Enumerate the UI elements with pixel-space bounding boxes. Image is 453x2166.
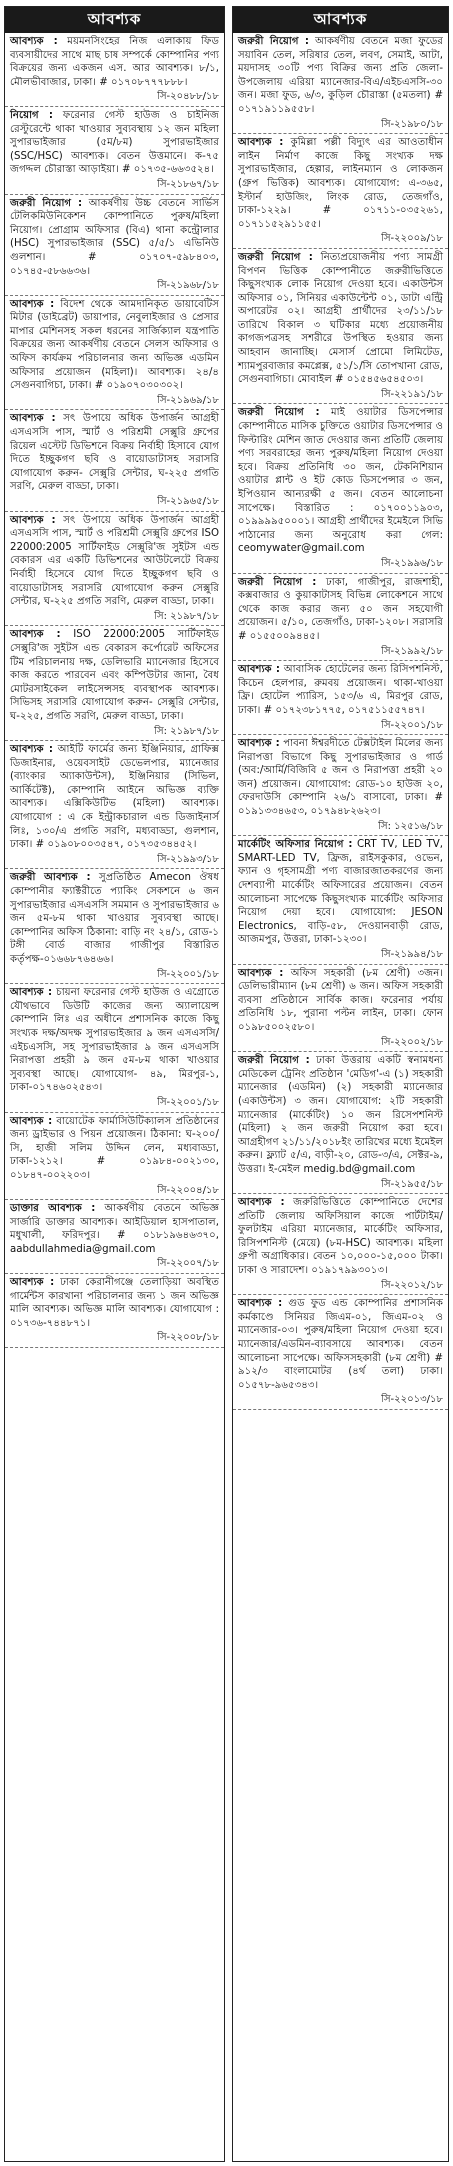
ad-body: বায়োটেক ফার্মাসিউটিক্যালস প্রতিষ্ঠানের জন্য ড্রাইভার ও পিয়ন প্রয়োজন। ঠিকানা: ঘ-২০০/সি, হাজী সলিম উদ্দিন লেন, মধ্যবাড্ডা, ঢাকা-১২১২। # ০১৯৮৪-০০২১৩০, ০১৮৪৭-০০২২০৩। (10, 1115, 219, 1181)
ad-code: সি-২১৯৯২/১৮ (381, 645, 443, 657)
ad-text (10, 197, 219, 279)
ad-text (10, 628, 219, 723)
ad-body: ঢাকা উত্তরায় একটি স্বনামধন্য মেডিকেল ট্রেনিং প্রতিষ্ঠান 'মেডিগ'-এ (১) সহকারী ম্যানেজার (এডমিন) (২) সহকারী ম্যানেজার (একাউন্টস) ৩ জন। যোগাযোগ: ২টি সহকারী ম্যানেজার (মার্কেটিং) ১০ জন রিসেপশনিস্ট (মহিলা) ২ জন জরুরী নিয়োগ করা হবে। আগ্রহীগণ ২১/১১/২০১৮ইং তারিখের মধ্যে ইমেইল করুন। ফ্ল্যাট ৫/এ, বাড়ী-২০, রোড-৩/এ, সেক্টর-৯, উত্তরা। ই-মেইল medig.bd@gmail.com (238, 1055, 443, 1175)
classified-ad (5, 869, 224, 984)
classified-ad (233, 1194, 448, 1295)
ad-body: গুড ফুড এন্ড কোম্পানির প্রশাসনিক কর্মকাণ্ডে সিনিয়র জিএম-০১, জিএম-০২ ও ম্যানেজার-০৩। পুরুষ/মহিলা নিয়োগ দেওয়া হবে। ম্যানেজার/এডমিন-ব্যাবসায়ে আবশ্যক। বেতন আলোচনা সাপেক্ষে। অফিসসহকারী (৮ম শ্রেণী) # ৯১২/৩ বাংলামোটর (৪র্থ তলা) ঢাকা। ০১৫৭৮-৯৬৫৩৪৩। (238, 1298, 443, 1391)
ad-body: ময়মনসিংহের নিজ এলাকায় ফিড ব্যবসায়ীদের সাথে মাছ চাষ সম্পর্কে কোম্পানির পণ্য বিক্রয়ের জন্য একজন এস. আর আবশ্যক। ৮/১, মৌলভীবাজার, ঢাকা। # ০১৭০৮৭৭৭৮৮৮। (10, 36, 219, 88)
ad-body: ফরেনার গেস্ট হাউজ ও চাইনিজ রেস্টুরেন্টে থাকা খাওয়ার সুব্যবস্থায় ১২ জন মহিলা সুপারভাইজার (৫ম/৮ম) সুপারভাইজার (SSC/HSC) আবশ্যক। বেতন উত্তমানে। ক-৭৫ জগদ্দল চৌরাস্তা আড়াইয়া। # ০১৭৩৫-৬৬৩৫২৪। (10, 109, 219, 176)
ad-text (238, 136, 443, 231)
ad-code: সি-২২০০১/১৮ (157, 968, 219, 980)
ad-text (238, 737, 443, 819)
classified-ad (233, 134, 448, 249)
ad-code: সি-২১৯৯৬/১৮ (381, 557, 443, 569)
ad-lead: আবশ্যক : (238, 137, 284, 149)
ad-code: সি: ১২৫১৬/১৮ (378, 820, 443, 832)
ad-body: বিদেশ থেকে আমদানিকৃত ডায়াবেটিস মিটার (ডাইব্রেট) ডায়াপার, নেবুলাইজার ও প্রেসার মাপার মেশিনসহ সকল ধরনের সার্জিক্যাল যন্ত্রপাতি বিক্রয়ের জন্য আকর্ষণীয় বেতনে সেলস অফিসার ও অফিস কার্যক্রম পরিচালনার জন্য অভিজ্ঞ এডমিন অফিসার প্রয়োজন (মহিলা)। আবশ্যক। ২৪/৪ সেগুনবাগিচা, ঢাকা। # ০১৯০৭০৩০৩০২। (10, 298, 219, 392)
ad-body: সৎ উপায়ে অধিক উপার্জন আগ্রহী এসএসসি পাস, স্মার্ট ও পরিশ্রমী সেক্সুরি গ্রুপের রিয়েল এস্টেট ডিভিশনে বিক্রয় নির্বাহী হিসাবে যোগ দিতে ইচ্ছুকগণ ছবি ও বায়োডাটাসহ সরাসরি যোগাযোগ করুন- সেক্সুরি সেন্টার, ঘ-২২৫ প্রগতি সরণি, মেরুল বাড্ডা, ঢাকা। (10, 413, 219, 493)
ad-text (238, 35, 443, 117)
ad-code: সি-২১৮৬৭/১৮ (157, 178, 219, 190)
ad-text (10, 298, 219, 393)
ad-code: সি-২১৯৬৯/১৮ (157, 394, 219, 406)
classified-ad (5, 741, 224, 869)
ad-body: মাই ওয়াটার ডিসপেন্সার কোম্পানীতে মাসিক চুক্তিতে ওয়াটার ডিসপেন্সার ও ফিল্টারিং মেশিন জাত দেওয়ার জন্য প্রতিটি জেলায় পণ্য সরবরাহের জন্য পুরুষ/মহিলা নিয়োগ দেওয়া হবে। বিক্রয় প্রতিনিধি ৩০ জন, টেকনিশিয়ান ওয়াটার প্লান্ট ও ইট কোড ডিসপেন্সার ৩ জন, ইপিওয়ান আন্যরক্ষী ৫ জন। বেতন আলোচনা সাপেক্ষে। বিস্তারিত : ০১৭০০১১৯০৩, ০১৯৯৯৯৫০০০১। আগ্রহী প্রার্থীদের ইমেইলে সিভি পাঠানোর জন্য অনুরোধ করা গেল: ceomywater@gmail.com (238, 407, 443, 555)
classified-ad (233, 404, 448, 573)
classified-ad (233, 249, 448, 405)
ad-code: সি-২২০০৯/১৮ (381, 233, 443, 245)
ad-text (10, 35, 219, 89)
ad-text (238, 1297, 443, 1392)
classified-ad (233, 965, 448, 1053)
ad-body: চায়না ফরেনার গেস্ট হাউজ ও এগ্রোতে যৌথভাবে ডিউটি কাজের জন্য অ্যালায়েন্স কোম্পানি লিঃ এর অধীনে প্রশাসনিক কাজে কিছু সংখ্যক দক্ষ/অদক্ষ সুপারভাইজার ৯ জন এসএসসি/এইচএসসি, সহ সুপারভাইজার ৯ জন এসএসসি নিরাপত্তা প্রহরী ৯ জন ৫ম-৮ম থাকা খাওয়ার সুব্যবস্থা আছে। যোগাযোগ- ৪৯, মিরপুর-১, ঢাকা-০১৭৪৬০২৫৪৩। (10, 987, 219, 1094)
classified-ad (5, 1113, 224, 1201)
ad-body: সুপ্রতিষ্ঠিত Amecon ঔষধ কোম্পানীর ফ্যাক্টরীতে প্যাকিং সেকশনে ৬ জন সুপারভাইজার এসএসসি সমমান ও সুপারভাইজার ৬ জন ৫ম-৮ম থাকা খাওয়ার সুব্যবস্থা আছে। কোম্পানির অফিস ঠিকানা: বাড়ি নং ২৪/১, রোড-১ টঙ্গী বোর্ড বাজার গাজীপুর বিস্তারিত কর্তৃপক্ষ-০১৬৬৮৭৬৪৬৬। (10, 872, 220, 965)
classified-ad (233, 1295, 448, 1410)
ad-text (238, 576, 443, 644)
classified-ad (5, 984, 224, 1112)
ad-lead: আবশ্যক : (238, 1298, 283, 1310)
ad-code: সি-২২০০১/১৮ (157, 1096, 219, 1108)
classified-ad (233, 836, 448, 964)
ad-lead: আবশ্যক : (10, 629, 61, 641)
ad-code: সি-২১৯৬৮/১৮ (157, 280, 219, 292)
ad-lead: আবশ্যক : (10, 413, 56, 425)
classified-ad (5, 512, 224, 627)
ad-code: সি-২২০০৮/১৮ (157, 1332, 219, 1344)
ad-body: অফিস সহকারী (৮ম শ্রেণী) ৩জন। ডেলিভারীম্যান (৮ম শ্রেণী) ৬ জন। অফিস সহকারী ব্যবসা প্রতিষ্ঠানে সার্বিক কাজ। ফরেনার পর্যায় প্রতিনিধি ১৮, পুরানা পল্টন লাইন, ঢাকা। ফোন ০১৯৮৫০০২৫৮০। (238, 967, 443, 1033)
ad-lead: মার্কেটিং অফিসার নিয়োগ : (238, 839, 353, 851)
ad-code: সি-২২০১২/১৮ (381, 1279, 443, 1291)
classified-ad (5, 296, 224, 411)
classified-ad (5, 1274, 224, 1348)
ad-text (10, 1202, 219, 1256)
ad-text (238, 1054, 443, 1176)
ad-body: জরুরিভিত্তিতে কোম্পানিতে দেশের প্রতিটি জেলায় অফিসিয়াল কাজে পার্টটাইম/ফুলটাইম এরিয়া ম্যানেজার, মার্কেটিং অফিসার, রিসিপশনিস্ট (মেয়ে) (৮ম-HSC) আবশ্যক। মহিলা গ্রুপী অগ্রাধিকার। বেতন ১০,০০০-১৫,০০০ টাকা। ঢাকা ও সারাদেশ। ০১৯১৭৯৯৩০১৩। (238, 1197, 443, 1277)
ad-body: CRT TV, LED TV, SMART-LED TV, ফ্রিজ, রাইসকুকার, ওভেন, ফ্যান ও গৃহসামগ্রী পণ্য বাজারজাতকরণের জন্য দেশব্যাপী মার্কেটিং অফিসারের প্রয়োজন। বেতন আলোচনা সাপেক্ষে কিছুসংখ্যক মার্কেটিং অফিসার নিয়োগ দেয়া হবে। যোগাযোগ: JESON Electronics, বাড়ি-৫৮, দেওয়ানবাড়ী রোড, আজমপুর, উত্তরা, ঢাকা-১২৩০। (238, 839, 443, 946)
right-ads-list (233, 33, 448, 1410)
classified-ad (5, 626, 224, 741)
ad-lead: আবশ্যক : (10, 1277, 55, 1289)
ad-body: সৎ উপায়ে অধিক উপার্জন আগ্রহী এসএসসি পাস, স্মার্ট ও পরিশ্রমী সেক্সুরি গ্রুপের ISO 22000:2005 সার্টিফাইড সেক্সুরি'জ সুইটস এন্ড বেকারস এর একটি ডিভিশনের আউটলেটে বিক্রয় নির্বাহী হিসেবে যোগ দিতে ইচ্ছুকগণ ছবি ও বায়োডাটাসহ সরাসরি যোগাযোগ করুন সেক্সুরি সেন্টার, ঘ-২২৫ প্রগতি সরণি, মেরুল বাড্ডা, ঢাকা। (10, 514, 219, 608)
ad-lead: ডাক্তার আবশ্যক : (10, 1203, 96, 1215)
ad-code: সি-২২০১৩/১৮ (381, 1394, 443, 1406)
ad-lead: আবশ্যক : (10, 1115, 53, 1127)
ad-lead: আবশ্যক : (10, 987, 53, 999)
ad-code: সি-২২০০২/১৮ (381, 1036, 443, 1048)
ad-code: সি-২১৯৫৫/১৮ (381, 1178, 443, 1190)
classified-ad (233, 33, 448, 134)
ad-text (10, 514, 219, 609)
ad-body: আকর্ষণীয় বেতনে অভিজ্ঞ সার্জারি ডাক্তার আবশ্যক। আইডিয়াল হাসপাতাল, মধুখালী, ফরিদপুর। # ০১৮১৯৬৪৬৩৭০, aabdullahmedia@gmail.com (10, 1203, 219, 1255)
ad-body: নিত্যপ্রয়োজনীয় পণ্য সামগ্রী বিপণন ভিত্তিক কোম্পানীতে জরুরীভিত্তিতে কিছুসংখ্যক লোক নিয়োগ দেওয়া হবে। একাউন্টস অফিসার ০১, সিনিয়র একাউন্টেন্ট ০১, ডাটা এন্ট্রি অপারেটর ০২। আগ্রহী প্রার্থীদের ২৩/১১/১৮ তারিখে বিকাল ৩ ঘটিকার মধ্যে প্রয়োজনীয় কাগজপত্রসহ সশরীরে উপস্থিত হওয়ার জন্য আহবান জানাচ্ছি। মেসার্স প্রোমো লিমিটেড, শ্যামপুরবাজার কমপ্লেক্স, ৫১/১/সি তোপখানা রোড, সেগুনবাগিচা। মোবাইল # ০১৫৪৫৬৫৪৫০৩। (238, 251, 444, 386)
ad-code: সি-২২০০৭/১৮ (157, 1258, 219, 1270)
ad-lead: আবশ্যক : (238, 1197, 285, 1209)
ad-text (238, 967, 443, 1035)
ad-text (10, 109, 219, 177)
ad-lead: জরুরী নিয়োগ : (238, 1055, 310, 1067)
ad-code: সি-২১৯৬৫/১৮ (157, 496, 219, 507)
ad-lead: জরুরী আবশ্যক : (10, 872, 91, 884)
ad-lead: আবশ্যক : (10, 298, 55, 310)
ad-code: সি-২০৪৮৮/১৮ (157, 91, 219, 103)
classified-ad (233, 735, 448, 836)
ad-code: সি-২১৯৮০/১৮ (381, 118, 443, 130)
ad-text (238, 663, 443, 717)
ad-body: আকর্ষণীয় উচ্চ বেতনে সার্ভিস টেলিকমিউনিকেশন কোম্পানিতে পুরুষ/মহিলা নিয়োগ। প্রোগ্রাম অফিসার (বিএ) থানা কন্ট্রোলার (HSC) সুপারভাইজার (SSC) ৫/৫/১ এভিনিউ গুলশান। # ০১৭০৭-৫৯৮৪০৩, ০১৭৪৫-৫৮৬৬৩৬। (10, 197, 219, 277)
ad-body: ঢাকা, গাজীপুর, রাজশাহী, কক্সবাজার ও কুয়াকাটাসহ বিভিন্ন লোকেশনে সাথে থেকে কাজ করার জন্য ৫০ জন সহযোগী প্রয়োজন। ৫/১০, তেজগাঁও, ঢাকা-১২০৮। সরাসরি # ০১৫৫০০৯৪৪৫। (238, 576, 443, 642)
ad-text (238, 251, 443, 387)
ad-text (238, 1196, 443, 1278)
ad-body: ঢাকা কেরানীগঞ্জে তেলাড়িয়া অবস্থিত গার্মেন্টস কারখানা পরিচালনার জন্য ১ জন অভিজ্ঞ মালি আবশ্যক। অভিজ্ঞ মালি আবশ্যক। যোগাযোগ : ০১৭৩৬-৭৪৪৮৭১। (10, 1277, 219, 1329)
classified-ad (5, 33, 224, 107)
left-column (4, 6, 225, 2162)
ad-body: আইটি ফার্মের জন্য ইঞ্জিনিয়ার, গ্রাফিক্স ডিজাইনার, ওয়েবসাইট ডেভেলপার, ম্যানেজার (ব্যাংকার অ্যাকাউন্টস), ইঞ্জিনিয়ার (সিভিল, আর্কিটেক্ট), কোম্পানি আইনে অভিজ্ঞ ব্যক্তি আবশ্যক। এক্সিকিউটিভ (মহিলা) আবশ্যক। যোগাযোগ : এ কে ইন্ট্রাকচারাল এন্ড ডিজাইনার্স লিঃ, ১৩০/এ প্রগতি সরণি, মধ্যবাড্ডা, গুলশান, ঢাকা। # ০১৯০৮০০৩৫৪৭, ০১৭৩৫৩৪৪৫২। (10, 744, 219, 851)
ad-code: সি: ২১৯৮৭/১৮ (154, 610, 219, 622)
left-column-header: আবশ্যক (5, 7, 224, 33)
ad-text (10, 1115, 219, 1183)
right-column-header: আবশ্যক (233, 7, 448, 33)
ad-lead: জরুরী নিয়োগ : (238, 251, 313, 263)
ad-lead: আবশ্যক : (238, 967, 284, 979)
ad-body: পাবনা ঈশ্বরদীতে টেক্সটাইল মিলের জন্য নিরাপত্তা বিভাগে কিছু সুপারভাইজার ও গার্ড (অব:/আর্মি/বিজিবি ৫ জন ও নিরাপত্তা প্রহরী ২০ জন) প্রয়োজন। যোগাযোগ: রোড-১০ হাউজ ২০, ফেরদাউসি কোম্পানি ২৬/১ বাসাবো, ঢাকা। # ০১৯১৩৩৪৬৫৩, ০১৭৯৪৮২৬২৩। (238, 738, 443, 818)
ad-code: সি-২২১৯১/১৮ (381, 388, 443, 400)
ad-lead: জরুরী নিয়োগ : (238, 407, 320, 419)
classified-ad (5, 1200, 224, 1274)
classified-ad (5, 410, 224, 511)
ad-lead: আবশ্যক : (238, 738, 280, 750)
ad-code: সি: ২১৯৮৭/১৮ (154, 725, 219, 737)
left-ads-list (5, 33, 224, 1348)
ad-lead: নিয়োগ : (10, 109, 53, 121)
ad-lead: আবশ্যক : (10, 36, 58, 47)
ad-code: সি-২২০০৪/১৮ (157, 1184, 219, 1196)
ad-body: কুমিল্লা পল্লী বিদ্যুৎ এর আওতাধীন লাইন নির্মাণ কাজে কিছু সংখ্যক দক্ষ সুপারভাইজার, হেল্পার, লাইনম্যান ও লোকজন (গ্রুপ ভিত্তিক) আবশ্যক। যোগাযোগ: এ-৩৬৫, ইস্টার্ন হাউজিং, লিংক রোড, তেজগাঁও, ঢাকা-১২২৯। # ০১৭১১-০৩৫২৬১, ০১৭১১৫২৯১১৫৫। (238, 137, 443, 230)
ad-code: সি-২২০০১/১৮ (381, 719, 443, 731)
classified-ad (233, 661, 448, 735)
ad-lead: আবশ্যক : (10, 514, 56, 526)
classified-ad (233, 1052, 448, 1194)
classified-ad (5, 195, 224, 296)
ad-body: আকর্ষণীয় বেতনে মজা ফুডের সয়াবিন তেল, সরিষার তেল, লবণ, সেমাই, আটা, ময়দাসহ ৩০টি পণ্য বিক্রির জন্য প্রতি জেলা-উপজেলায় এরিয়া ম্যানেজার-বিএ/এইচএসসি-৩০ জন। মজা ফুড, ৬/৩, কুড়িল চৌরাস্তা (৫মতলা) # ০১৭১৯১১৯৫৫৮। (238, 36, 443, 115)
ad-text (10, 871, 219, 966)
ad-body: ISO 22000:2005 সার্টিফাইড সেক্সুরি'জ সুইটস এন্ড বেকারস কর্পোরেট অফিসের টিম পরিচালনায় দক্ষ, ডেলিভারি ম্যানেজার হিসেবে কাজ করতে পারবেন এবং কম্পিউটার জানা, বৈধ মোটরসাইকেল লাইসেন্সসহ ব্যবস্থাপক আবশ্যক। সিভিসহ সরাসরি যোগাযোগ করুন- সেক্সুরি সেন্টার, ঘ-২২৫, প্রগতি সরণি, মেরুল বাড্ডা, ঢাকা। (10, 629, 219, 722)
ad-text (10, 1276, 219, 1330)
ad-body: আবাসিক হোটেলের জন্য রিসিপশনিস্ট, কিচেন হেলপার, রুমবয় প্রয়োজন। থাকা-খাওয়া ফ্রি। হোটেল প্যারিস, ১৫৩/৬ এ, মিরপুর রোড, ঢাকা। # ০১৭২৩৮১৭৭৫, ০১৭৫১১৫৫৭৪৭। (238, 664, 443, 716)
ad-text (10, 986, 219, 1095)
ad-text (10, 743, 219, 852)
ad-lead: জরুরী নিয়োগ : (10, 197, 83, 209)
ad-lead: আবশ্যক : (238, 664, 280, 676)
ad-lead: জরুরী নিয়োগ : (238, 576, 317, 588)
right-column (232, 6, 449, 2162)
ad-lead: আবশ্যক : (10, 744, 53, 756)
classified-ad (5, 107, 224, 195)
ad-code: সি-২১৯৯৪/১৮ (381, 949, 443, 960)
ad-text (238, 838, 443, 947)
ad-lead: জরুরী নিয়োগ : (238, 36, 310, 47)
ad-text (238, 406, 443, 556)
ad-text (10, 412, 219, 494)
ad-code: সি-২১৯৯৩/১৮ (157, 853, 219, 865)
classified-ad (233, 574, 448, 662)
